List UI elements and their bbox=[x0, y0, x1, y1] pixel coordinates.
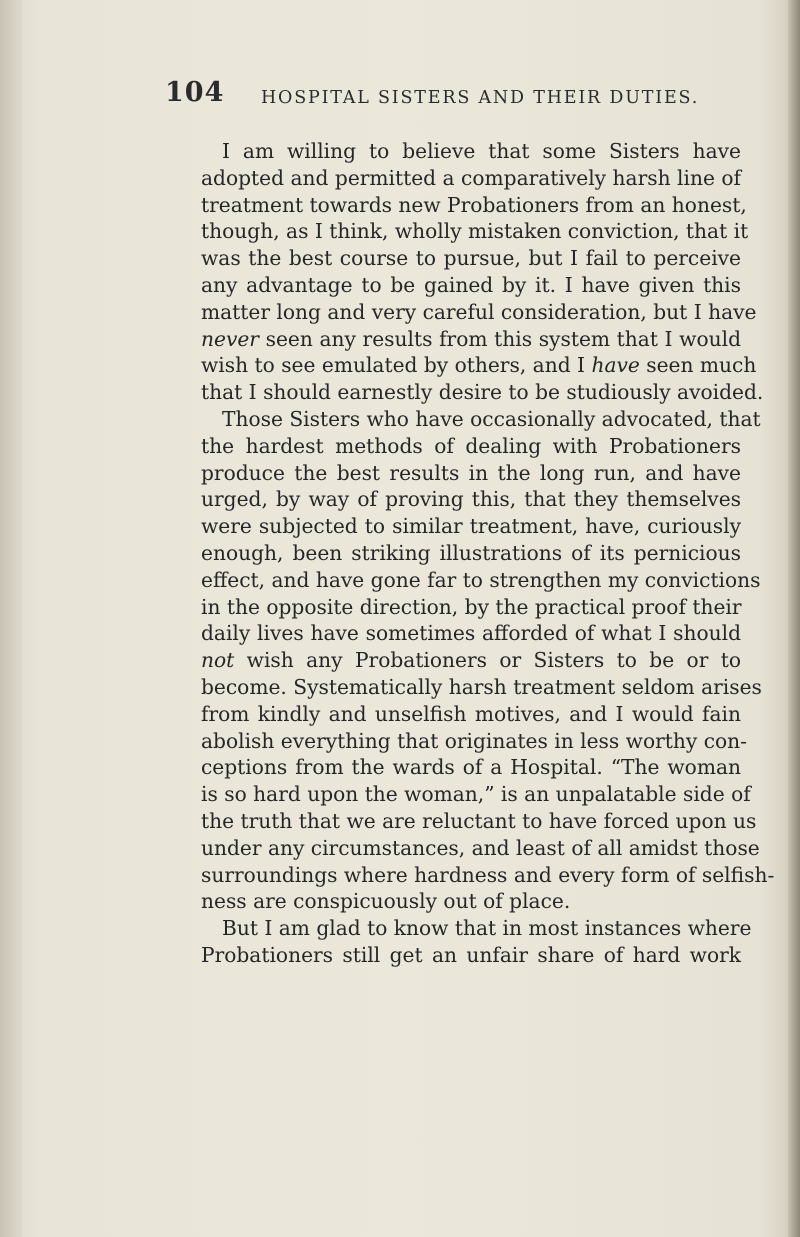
text-line: Probationers still get an unfair share of hard work bbox=[201, 942, 741, 967]
text-line: the hardest methods of dealing with Probationers bbox=[201, 433, 741, 458]
text-line bbox=[201, 352, 757, 379]
emphasis-never: never bbox=[201, 326, 259, 351]
text-segment: seen any results from this system that I would bbox=[258, 326, 741, 351]
text-line: any advantage to be gained by it. I have given this bbox=[201, 272, 741, 297]
page-gutter-shadow bbox=[0, 0, 22, 1237]
text-line: urged, by way of proving this, that they themselves bbox=[201, 487, 741, 512]
text-line: effect, and have gone far to strengthen my convictions bbox=[201, 567, 761, 592]
text-line: Those Sisters who have occasionally advocated, that bbox=[222, 406, 761, 431]
text-segment: seen much bbox=[639, 353, 757, 378]
text-line: was the best course to pursue, but I fail to perceive bbox=[201, 246, 741, 271]
text-line: under any circumstances, and least of all amidst those bbox=[201, 835, 760, 860]
text-line: is so hard upon the woman,” is an unpalatable side of bbox=[201, 782, 751, 807]
page-edge-shadow bbox=[788, 0, 800, 1237]
text-line: from kindly and unselfish motives, and I would fain bbox=[201, 701, 741, 726]
text-segment: wish to see emulated by others, and I bbox=[201, 353, 592, 378]
running-title: HOSPITAL SISTERS AND THEIR DUTIES. bbox=[261, 88, 700, 108]
text-line: matter long and very careful consideration, but I have bbox=[201, 299, 757, 324]
text-line: ness are conspicuously out of place. bbox=[201, 889, 571, 914]
text-line: produce the best results in the long run, and have bbox=[201, 460, 741, 485]
emphasis-not: not bbox=[201, 648, 235, 673]
text-line bbox=[201, 326, 741, 353]
text-line: But I am glad to know that in most instances where bbox=[222, 916, 752, 941]
text-line: the truth that we are reluctant to have forced upon us bbox=[201, 808, 757, 833]
text-line: surroundings where hardness and every form of selfish- bbox=[201, 862, 775, 887]
text-line: adopted and permitted a comparatively harsh line of bbox=[201, 165, 741, 190]
text-line: in the opposite direction, by the practical proof their bbox=[201, 594, 742, 619]
text-line: I am willing to believe that some Sisters have bbox=[222, 139, 741, 163]
text-line: though, as I think, wholly mistaken conviction, that it bbox=[201, 219, 749, 244]
emphasis-have: have bbox=[591, 353, 640, 378]
page-number: 104 bbox=[165, 77, 225, 108]
text-line: that I should earnestly desire to be studiously avoided. bbox=[201, 380, 764, 405]
text-line: become. Systematically harsh treatment seldom arises bbox=[201, 674, 762, 699]
page-header bbox=[165, 77, 700, 117]
text-line: ceptions from the wards of a Hospital. “The woman bbox=[201, 755, 741, 780]
text-line: enough, been striking illustrations of its pernicious bbox=[201, 540, 741, 565]
text-line: daily lives have sometimes afforded of what I should bbox=[201, 621, 741, 646]
text-segment: wish any Probationers or Sisters to be or to bbox=[246, 648, 741, 673]
text-line: treatment towards new Probationers from an honest, bbox=[201, 192, 747, 217]
text-line bbox=[201, 647, 741, 674]
text-line: were subjected to similar treatment, have, curiously bbox=[201, 514, 741, 539]
text-line: abolish everything that originates in less worthy con- bbox=[201, 728, 747, 753]
body-text bbox=[201, 138, 775, 969]
